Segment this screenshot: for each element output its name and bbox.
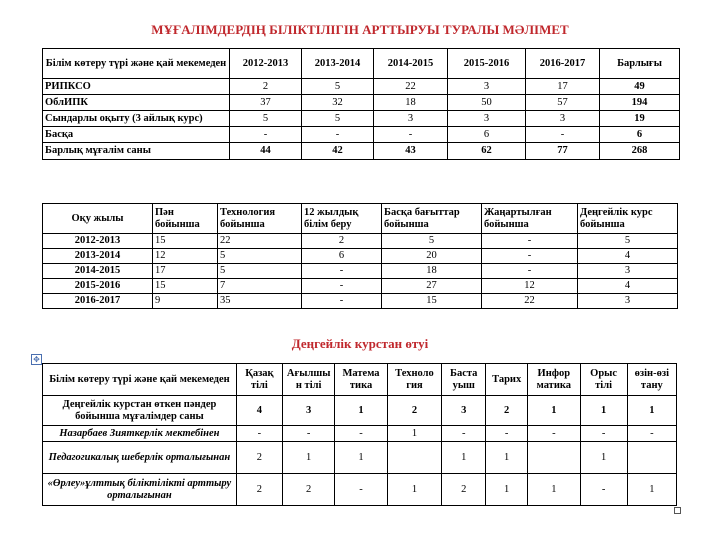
table-cell: - xyxy=(335,426,387,442)
table-row xyxy=(43,294,678,309)
table-cell: - xyxy=(442,426,486,442)
table-row xyxy=(43,111,680,127)
table-row xyxy=(43,127,680,143)
table-cell: 1 xyxy=(282,442,334,474)
table-cell: 3 xyxy=(282,396,334,426)
table-header-row xyxy=(43,204,678,234)
table-cell: 17 xyxy=(526,79,600,95)
table-cell: 42 xyxy=(302,143,374,160)
table-row xyxy=(43,249,678,264)
table-cell: - xyxy=(302,127,374,143)
table-cell: 1 xyxy=(580,442,627,474)
table-cell: - xyxy=(230,127,302,143)
column-header: Технология бойынша xyxy=(218,204,302,234)
column-header: Басқа бағыттар бойынша xyxy=(382,204,482,234)
table-row xyxy=(43,95,680,111)
table-cell: - xyxy=(302,279,382,294)
row-label: 2016-2017 xyxy=(43,294,153,309)
table-cell: 37 xyxy=(230,95,302,111)
table-cell: - xyxy=(302,264,382,279)
table-cell: - xyxy=(236,426,282,442)
row-label: РИПКСО xyxy=(43,79,230,95)
column-header: Білім көтеру түрі және қай мекемеден xyxy=(43,364,237,396)
table-cell: 1 xyxy=(335,442,387,474)
table-cell: 1 xyxy=(387,474,441,506)
total-cell: 194 xyxy=(600,95,680,111)
row-label: Сындарлы оқыту (3 айлық курс) xyxy=(43,111,230,127)
table-cell xyxy=(387,442,441,474)
table-cell: 77 xyxy=(526,143,600,160)
table-cell: 5 xyxy=(230,111,302,127)
table-cell: 5 xyxy=(302,79,374,95)
table-cell: 20 xyxy=(382,249,482,264)
column-header: Тарих xyxy=(486,364,528,396)
column-header: 12 жылдық білім беру xyxy=(302,204,382,234)
table-cell: 3 xyxy=(448,111,526,127)
column-header: Матема тика xyxy=(335,364,387,396)
column-header: Техноло гия xyxy=(387,364,441,396)
table-cell: 18 xyxy=(382,264,482,279)
column-header: 2012-2013 xyxy=(230,49,302,79)
column-header: 2014-2015 xyxy=(374,49,448,79)
table-cell: - xyxy=(482,249,578,264)
total-cell: 49 xyxy=(600,79,680,95)
row-label: «Өрлеу»ұлттық біліктілікті арттыру орталығынан xyxy=(43,474,237,506)
table-cell: 1 xyxy=(486,442,528,474)
table-cell: 5 xyxy=(578,234,678,249)
table-cell: - xyxy=(580,426,627,442)
table-cell: 57 xyxy=(526,95,600,111)
table-cell: 32 xyxy=(302,95,374,111)
table-cell: 35 xyxy=(218,294,302,309)
column-header: Баста уыш xyxy=(442,364,486,396)
table-cell: 6 xyxy=(302,249,382,264)
table-row xyxy=(43,426,677,442)
total-cell: 19 xyxy=(600,111,680,127)
table-cell: 22 xyxy=(374,79,448,95)
table-cell: - xyxy=(482,234,578,249)
table-row xyxy=(43,442,677,474)
row-label: 2013-2014 xyxy=(43,249,153,264)
table-cell: 50 xyxy=(448,95,526,111)
table-row xyxy=(43,396,677,426)
column-header: Қазақ тілі xyxy=(236,364,282,396)
table-cell: 1 xyxy=(486,474,528,506)
table-cell: 1 xyxy=(627,474,676,506)
column-header: Инфор матика xyxy=(528,364,580,396)
table-header-row xyxy=(43,49,680,79)
column-header: Деңгейлік курс бойынша xyxy=(578,204,678,234)
table-cell: 12 xyxy=(482,279,578,294)
table-cell: 3 xyxy=(442,396,486,426)
column-header: Білім көтеру түрі және қай мекемеден xyxy=(43,49,230,79)
table-move-handle-icon[interactable]: ✥ xyxy=(31,354,42,365)
table-cell: 4 xyxy=(578,249,678,264)
table-cell: 22 xyxy=(218,234,302,249)
column-header: Пән бойынша xyxy=(153,204,218,234)
table-cell: 22 xyxy=(482,294,578,309)
column-header: өзін-өзі тану xyxy=(627,364,676,396)
table-cell: 2 xyxy=(302,234,382,249)
column-header: Ағылшы н тілі xyxy=(282,364,334,396)
table-cell: 43 xyxy=(374,143,448,160)
table-cell: 1 xyxy=(335,396,387,426)
table-cell: 18 xyxy=(374,95,448,111)
table-cell: 2 xyxy=(442,474,486,506)
table-cell: 2 xyxy=(486,396,528,426)
table-cell: 3 xyxy=(526,111,600,127)
table-cell: 5 xyxy=(218,264,302,279)
table-cell: 12 xyxy=(153,249,218,264)
row-label: 2014-2015 xyxy=(43,264,153,279)
row-label: ОблИПК xyxy=(43,95,230,111)
table-row xyxy=(43,474,677,506)
table-cell: - xyxy=(528,426,580,442)
table-cell: 17 xyxy=(153,264,218,279)
table-cell: 15 xyxy=(153,279,218,294)
total-cell: 268 xyxy=(600,143,680,160)
table-total-row xyxy=(43,143,680,160)
column-header: Оқу жылы xyxy=(43,204,153,234)
table-cell xyxy=(528,442,580,474)
table-cell: 2 xyxy=(230,79,302,95)
qualification-summary-table xyxy=(42,48,680,160)
table-cell: 15 xyxy=(153,234,218,249)
column-header: 2016-2017 xyxy=(526,49,600,79)
row-label: 2012-2013 xyxy=(43,234,153,249)
table-cell: - xyxy=(302,294,382,309)
table-cell: 2 xyxy=(282,474,334,506)
table-cell: - xyxy=(486,426,528,442)
table-cell: 3 xyxy=(578,294,678,309)
yearly-direction-table xyxy=(42,203,678,309)
table-cell: 1 xyxy=(442,442,486,474)
table-cell: - xyxy=(335,474,387,506)
table-resize-handle[interactable] xyxy=(674,507,681,514)
table-cell xyxy=(627,442,676,474)
column-header: 2013-2014 xyxy=(302,49,374,79)
row-label: Педагогикалық шеберлік орталығынан xyxy=(43,442,237,474)
table-cell: 3 xyxy=(448,79,526,95)
table-cell: 1 xyxy=(580,396,627,426)
table-row xyxy=(43,264,678,279)
table-cell: 2 xyxy=(387,396,441,426)
table-row xyxy=(43,234,678,249)
table-cell: 5 xyxy=(382,234,482,249)
row-label: Деңгейлік курстан өткен пәндер бойынша мұғалімдер саны xyxy=(43,396,237,426)
table-cell: 5 xyxy=(302,111,374,127)
total-cell: 6 xyxy=(600,127,680,143)
table-cell: - xyxy=(627,426,676,442)
table-cell: 4 xyxy=(236,396,282,426)
section-title: Деңгейлік курстан өтуі xyxy=(291,336,429,351)
table-cell: - xyxy=(282,426,334,442)
table-cell: - xyxy=(374,127,448,143)
level-course-table xyxy=(42,363,677,506)
column-header: Жаңартылған бойынша xyxy=(482,204,578,234)
column-header: 2015-2016 xyxy=(448,49,526,79)
table-cell: 7 xyxy=(218,279,302,294)
table-cell: 3 xyxy=(374,111,448,127)
table-cell: 2 xyxy=(236,474,282,506)
row-label: Назарбаев Зияткерлік мектебінен xyxy=(43,426,237,442)
row-label: Барлық мұғалім саны xyxy=(43,143,230,160)
table-cell: 15 xyxy=(382,294,482,309)
table-cell: 1 xyxy=(528,396,580,426)
table-cell: 6 xyxy=(448,127,526,143)
table-cell: 3 xyxy=(578,264,678,279)
table-cell: 9 xyxy=(153,294,218,309)
row-label: Басқа xyxy=(43,127,230,143)
report-title: МҰҒАЛІМДЕРДІҢ БІЛІКТІЛІГІН АРТТЫРУЫ ТУРАЛЫ МӘЛІМЕТ xyxy=(151,22,569,37)
table-cell: - xyxy=(580,474,627,506)
column-header: Барлығы xyxy=(600,49,680,79)
column-header: Орыс тілі xyxy=(580,364,627,396)
table-cell: 2 xyxy=(236,442,282,474)
table-row xyxy=(43,79,680,95)
table-cell: 5 xyxy=(218,249,302,264)
table-cell: - xyxy=(482,264,578,279)
row-label: 2015-2016 xyxy=(43,279,153,294)
table-cell: 1 xyxy=(387,426,441,442)
table-cell: - xyxy=(526,127,600,143)
table-row xyxy=(43,279,678,294)
table-cell: 1 xyxy=(528,474,580,506)
table-cell: 1 xyxy=(627,396,676,426)
table-cell: 62 xyxy=(448,143,526,160)
table-cell: 27 xyxy=(382,279,482,294)
table-cell: 44 xyxy=(230,143,302,160)
table-header-row xyxy=(43,364,677,396)
table-cell: 4 xyxy=(578,279,678,294)
